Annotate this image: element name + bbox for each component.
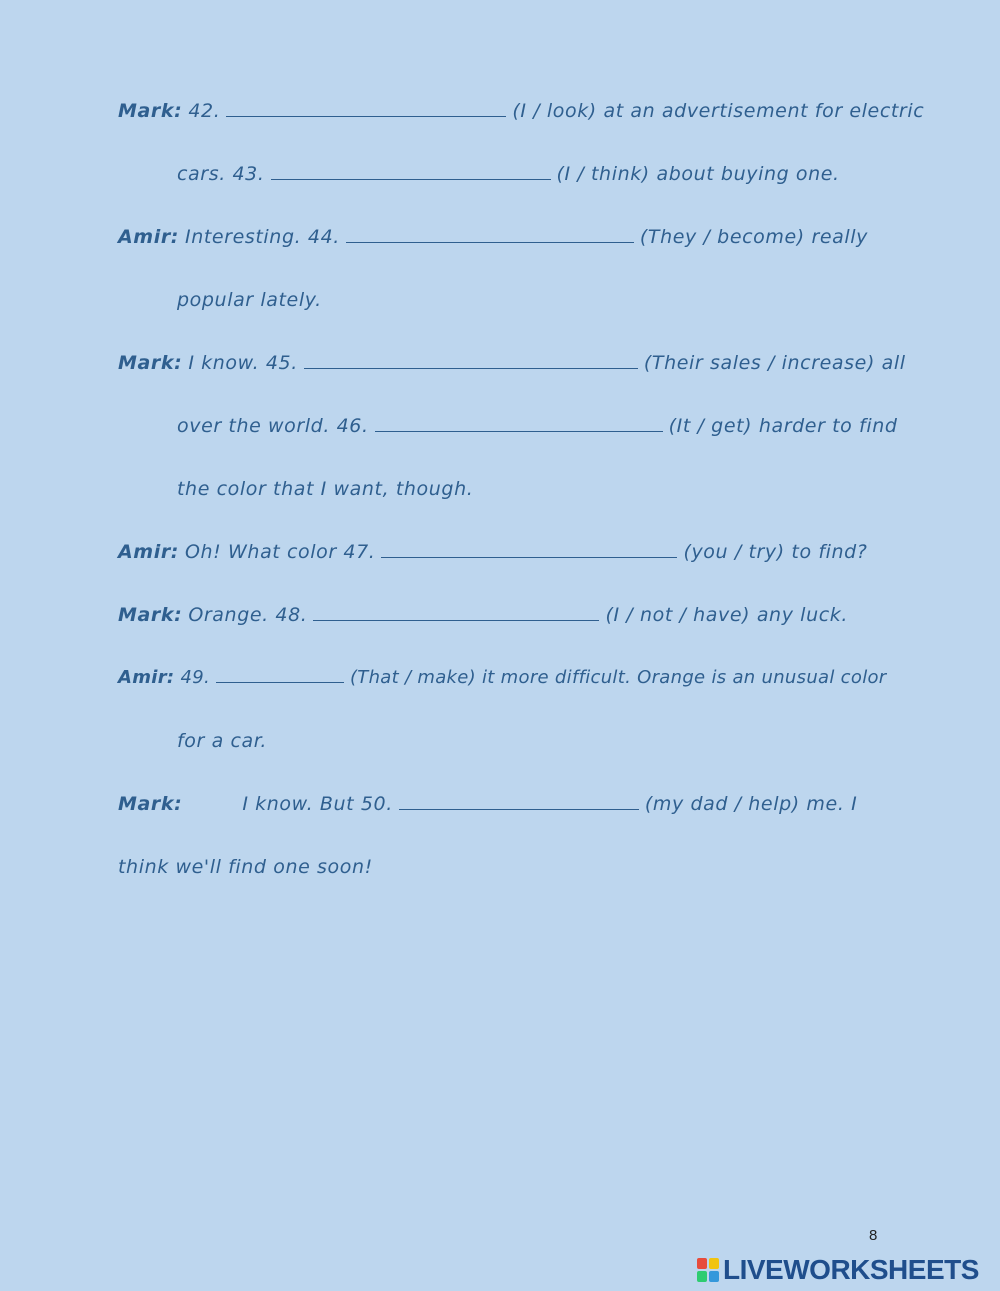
line-text: (you / try) to find? xyxy=(683,541,868,563)
answer-blank-48[interactable] xyxy=(313,604,599,621)
line-text: (That / make) it more difficult. Orange is an unusual color xyxy=(349,667,887,688)
liveworksheets-logo-icon xyxy=(697,1258,719,1282)
dialogue-line xyxy=(118,540,867,564)
line-text: (Their sales / increase) all xyxy=(643,352,906,374)
dialogue-line xyxy=(118,792,857,816)
line-text: Interesting. 44. xyxy=(184,226,340,248)
line-text: I know. 45. xyxy=(188,352,298,374)
line-text: popular lately. xyxy=(177,289,322,311)
dialogue-line xyxy=(118,351,906,375)
dialogue-line xyxy=(118,603,848,627)
dialogue-line xyxy=(118,666,887,690)
dialogue-line xyxy=(118,225,868,249)
speaker-label: Amir: xyxy=(118,667,175,688)
line-text: over the world. 46. xyxy=(177,415,369,437)
answer-blank-42[interactable] xyxy=(226,100,506,117)
line-text: cars. 43. xyxy=(177,163,265,185)
line-text: (my dad / help) me. I xyxy=(644,793,858,815)
line-text: (I / look) at an advertisement for electric xyxy=(512,100,925,122)
dialogue-line xyxy=(177,729,267,753)
speaker-label: Mark: xyxy=(118,352,183,374)
speaker-label: Amir: xyxy=(118,541,179,563)
answer-blank-49[interactable] xyxy=(216,666,344,683)
answer-blank-46[interactable] xyxy=(375,415,663,432)
dialogue-line xyxy=(177,477,473,501)
dialogue-line xyxy=(118,855,373,879)
dialogue-line xyxy=(177,414,898,438)
speaker-label: Mark: xyxy=(118,604,183,626)
dialogue-line xyxy=(177,162,840,186)
speaker-label: Amir: xyxy=(118,226,179,248)
speaker-label: Mark: xyxy=(118,793,183,815)
line-text: 49. xyxy=(180,667,210,688)
line-text: (They / become) really xyxy=(639,226,868,248)
answer-blank-43[interactable] xyxy=(271,163,551,180)
dialogue-line xyxy=(177,288,322,312)
line-text: 42. xyxy=(188,100,221,122)
answer-blank-50[interactable] xyxy=(399,793,639,810)
line-text: (I / not / have) any luck. xyxy=(605,604,848,626)
line-text: (It / get) harder to find xyxy=(668,415,898,437)
liveworksheets-brand[interactable] xyxy=(697,1255,979,1285)
brand-name: LIVEWORKSHEETS xyxy=(723,1254,979,1285)
line-text: Oh! What color 47. xyxy=(184,541,376,563)
line-text: (I / think) about buying one. xyxy=(556,163,840,185)
line-text: Orange. 48. xyxy=(188,604,308,626)
line-text: I know. But 50. xyxy=(242,793,393,815)
line-text: the color that I want, though. xyxy=(177,478,474,500)
line-text: for a car. xyxy=(177,730,268,752)
answer-blank-45[interactable] xyxy=(304,352,638,369)
answer-blank-44[interactable] xyxy=(346,226,634,243)
speaker-label: Mark: xyxy=(118,100,183,122)
line-text: think we'll find one soon! xyxy=(118,856,373,878)
answer-blank-47[interactable] xyxy=(381,541,677,558)
dialogue-line xyxy=(118,99,924,123)
page-number: 8 xyxy=(869,1227,878,1244)
